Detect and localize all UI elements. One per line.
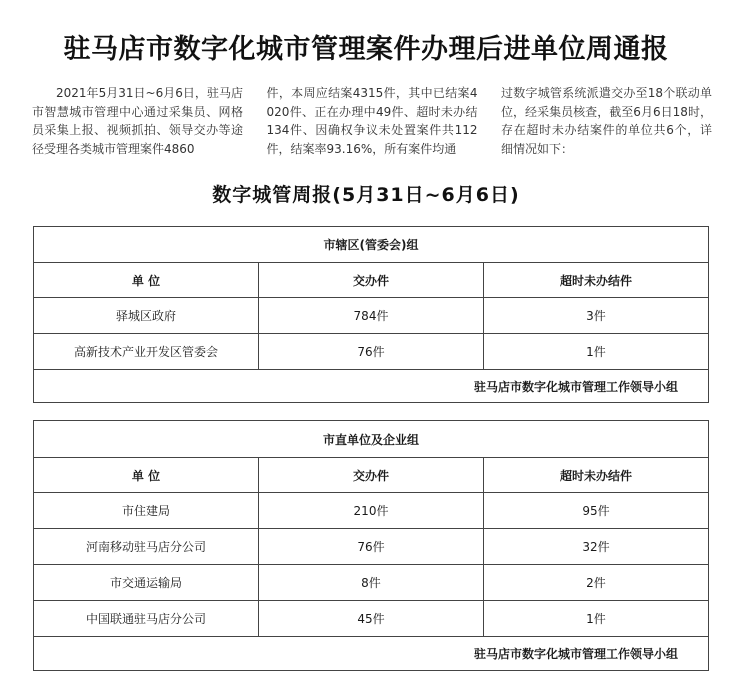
intro-column-1: 2021年5月31日~6月6日，驻马店市智慧城市管理中心通过采集员、网格员采集上报、视频抓拍、领导交办等途径受理各类城市管理案件4860	[32, 86, 243, 156]
issuer-signature: 驻马店市数字化城市管理工作领导小组	[34, 370, 709, 403]
assigned-cell: 210件	[259, 493, 484, 529]
overdue-cell: 3件	[484, 298, 709, 334]
intro-column-3: 过数字城管系统派遣交办至18个联动单位，经采集员核查，截至6月6日18时，存在超时未办结案件的单位共6个，详细情况如下：	[501, 86, 712, 156]
table-footer-row	[34, 370, 709, 403]
header-unit: 单 位	[34, 458, 259, 493]
overdue-cell: 95件	[484, 493, 709, 529]
district-group-table	[33, 226, 709, 403]
assigned-cell: 76件	[259, 334, 484, 370]
table-header-row	[34, 263, 709, 298]
issuer-signature: 驻马店市数字化城市管理工作领导小组	[34, 637, 709, 671]
unit-cell: 高新技术产业开发区管委会	[34, 334, 259, 370]
table-row	[34, 601, 709, 637]
overdue-cell: 2件	[484, 565, 709, 601]
unit-cell: 市交通运输局	[34, 565, 259, 601]
assigned-cell: 8件	[259, 565, 484, 601]
header-overdue: 超时未办结件	[484, 458, 709, 493]
group-title: 市辖区(管委会)组	[34, 227, 709, 263]
intro-text	[32, 84, 712, 160]
table-row	[34, 298, 709, 334]
unit-cell: 河南移动驻马店分公司	[34, 529, 259, 565]
assigned-cell: 784件	[259, 298, 484, 334]
overdue-cell: 32件	[484, 529, 709, 565]
overdue-cell: 1件	[484, 601, 709, 637]
intro-column-2: 件，本周应结案4315件，其中已结案4020件、正在办理中49件、超时未办结134件、因确权争议未处置案件共112件，结案率93.16%，所有案件均通	[266, 86, 478, 156]
header-unit: 单 位	[34, 263, 259, 298]
unit-cell: 市住建局	[34, 493, 259, 529]
table-header-row	[34, 458, 709, 493]
header-assigned: 交办件	[259, 458, 484, 493]
table-row	[34, 334, 709, 370]
page-headline: 驻马店市数字化城市管理案件办理后进单位周通报	[63, 34, 669, 65]
table-row	[34, 529, 709, 565]
assigned-cell: 76件	[259, 529, 484, 565]
assigned-cell: 45件	[259, 601, 484, 637]
overdue-cell: 1件	[484, 334, 709, 370]
table-row	[34, 493, 709, 529]
table-footer-row	[34, 637, 709, 671]
header-overdue: 超时未办结件	[484, 263, 709, 298]
report-subtitle: 数字城管周报(5月31日~6月6日)	[212, 184, 520, 206]
table-title-row	[34, 227, 709, 263]
table-row	[34, 565, 709, 601]
unit-cell: 中国联通驻马店分公司	[34, 601, 259, 637]
group-title: 市直单位及企业组	[34, 421, 709, 458]
unit-cell: 驿城区政府	[34, 298, 259, 334]
header-assigned: 交办件	[259, 263, 484, 298]
table-title-row	[34, 421, 709, 458]
municipal-group-table	[33, 420, 709, 671]
